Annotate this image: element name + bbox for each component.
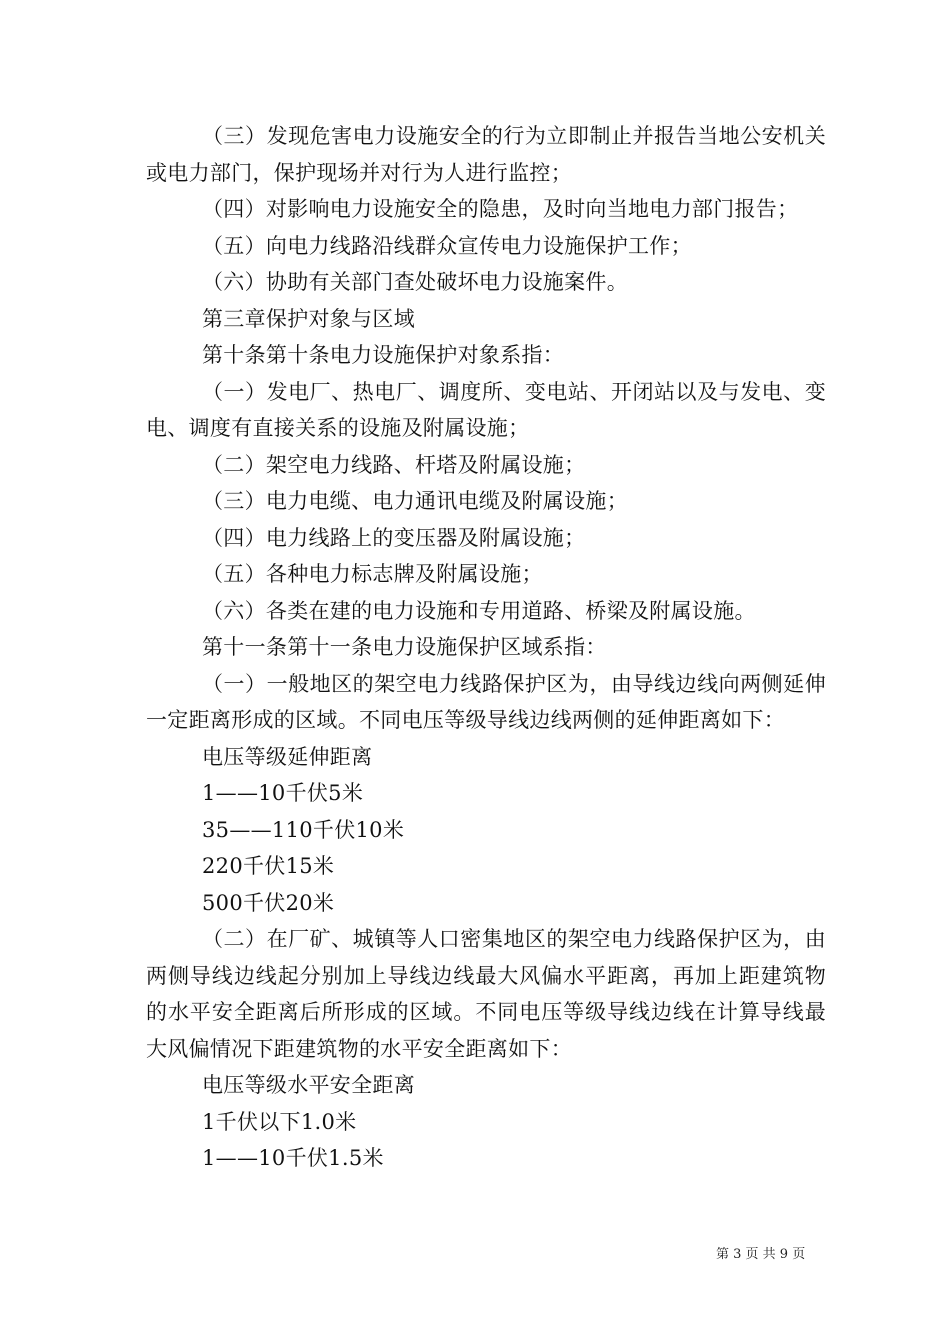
paragraph: （二）架空电力线路、杆塔及附属设施； (202, 452, 586, 477)
article-heading: 第十条第十条电力设施保护对象系指： (202, 343, 565, 367)
paragraph: （三）发现危害电力设施安全的行为立即制止并报告当地公安机关或电力部门，保护现场并对行为人进行监控； (146, 124, 826, 185)
article-heading: 第十一条第十一条电力设施保护区域系指： (202, 635, 607, 659)
table-row-line: 500千伏20米 (202, 890, 335, 915)
paragraph: （六）各类在建的电力设施和专用道路、桥梁及附属设施。 (202, 598, 756, 623)
table-row-line: 35——110千伏10米 (202, 817, 405, 842)
paragraph: （一）一般地区的架空电力线路保护区为，由导线边线向两侧延伸一定距离形成的区域。不同电压等级导线边线两侧的延伸距离如下： (146, 671, 826, 732)
table-row-line: 1千伏以下1.0米 (202, 1109, 357, 1134)
page-number-footer: 第 3 页 共 9 页 (716, 1247, 806, 1262)
paragraph: （一）发电厂、热电厂、调度所、变电站、开闭站以及与发电、变电、调度有直接关系的设施及附属设施； (146, 379, 826, 440)
paragraph: （四）对影响电力设施安全的隐患，及时向当地电力部门报告； (202, 197, 799, 221)
table-row-line: 1——10千伏1.5米 (202, 1146, 384, 1170)
table-row-line: 220千伏15米 (202, 854, 335, 878)
table-header-line: 电压等级水平安全距离 (202, 1073, 415, 1097)
document-body (146, 118, 826, 1177)
paragraph: （五）各种电力标志牌及附属设施； (202, 562, 543, 586)
table-header-line: 电压等级延伸距离 (202, 744, 373, 769)
paragraph: （三）电力电缆、电力通讯电缆及附属设施； (202, 489, 628, 513)
table-row-line: 1——10千伏5米 (202, 781, 364, 805)
paragraph: （四）电力线路上的变压器及附属设施； (202, 525, 586, 550)
chapter-heading: 第三章保护对象与区域 (202, 306, 415, 331)
paragraph: （六）协助有关部门查处破坏电力设施案件。 (202, 270, 628, 294)
paragraph: （二）在厂矿、城镇等人口密集地区的架空电力线路保护区为，由两侧导线边线起分别加上导线边线最大风偏水平距离，再加上距建筑物的水平安全距离后所形成的区域。不同电压等级导线边线在计算导线最大风偏情况下距建筑物的水平安全距离如下： (146, 927, 826, 1061)
paragraph: （五）向电力线路沿线群众宣传电力设施保护工作； (202, 233, 692, 258)
